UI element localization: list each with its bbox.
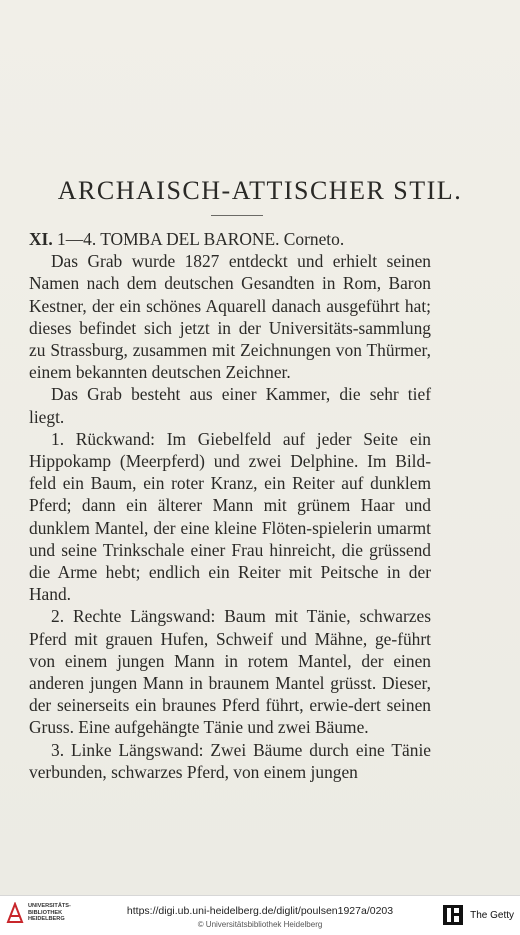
section-title: 1—4. TOMBA DEL BARONE. Corneto. [57, 229, 345, 249]
paragraph: Das Grab wurde 1827 entdeckt und erhielt seinen Namen nach dem deutschen Gesandten in Rom, Baron Kestner, der ein schönes Aquarell danach ausgeführt hat; dieses befindet sich jetzt in der Universitäts-sammlung zu Strassburg, zusammen mit Zeichnungen von Thürmer, einem bekannten deutschen Zeichner. [29, 251, 431, 383]
paragraph: 1. Rückwand: Im Giebelfeld auf jeder Seite ein Hippokamp (Meerpferd) und zwei Delphine. Im Bild-feld ein Baum, ein roter Kranz, ein Reiter auf dunklem Pferd; dann ein älterer Mann mit grünem Haar und dunklem Mantel, der eine kleine Flöten-spielerin umarmt und seine Trinkschale einer Frau hinreicht, die grüssend die Arme hebt; endlich ein Reiter mit Peitsche in der Hand. [29, 428, 431, 605]
getty-logo-text: The Getty [470, 909, 514, 921]
body-text [29, 228, 431, 783]
getty-logo[interactable] [442, 904, 514, 926]
paragraph: 3. Linke Längswand: Zwei Bäume durch eine Tänie verbunden, schwarzes Pferd, von einem jungen [29, 739, 431, 782]
paragraph: Das Grab besteht aus einer Kammer, die sehr tief liegt. [29, 384, 431, 427]
section-heading [29, 228, 431, 250]
paragraph: 2. Rechte Längswand: Baum mit Tänie, schwarzes Pferd mit grauen Hufen, Schweif und Mähne, ge-führt von einem jungen Mann in rotem Mantel, der einen anderen jungen Mann in braunem Mantel grüsst. Dieser, der seinerseits ein braunes Pferd führt, erwie-dert seinen Gruss. Eine aufgehängte Tänie und zwei Bäume. [29, 606, 431, 738]
page-title: ARCHAISCH-ATTISCHER STIL. [57, 176, 463, 205]
title-divider [211, 215, 263, 216]
getty-emblem-icon [442, 904, 464, 926]
source-url-link[interactable]: https://digi.ub.uni-heidelberg.de/diglit/poulsen1927a/0203 [126, 905, 394, 917]
section-number: XI. [29, 229, 53, 249]
viewer-footer [0, 895, 520, 935]
copyright-notice: © Universitätsbibliothek Heidelberg [197, 920, 323, 929]
library-logo-text: UNIVERSITÄTS- BIBLIOTHEK HEIDELBERG [28, 903, 71, 923]
